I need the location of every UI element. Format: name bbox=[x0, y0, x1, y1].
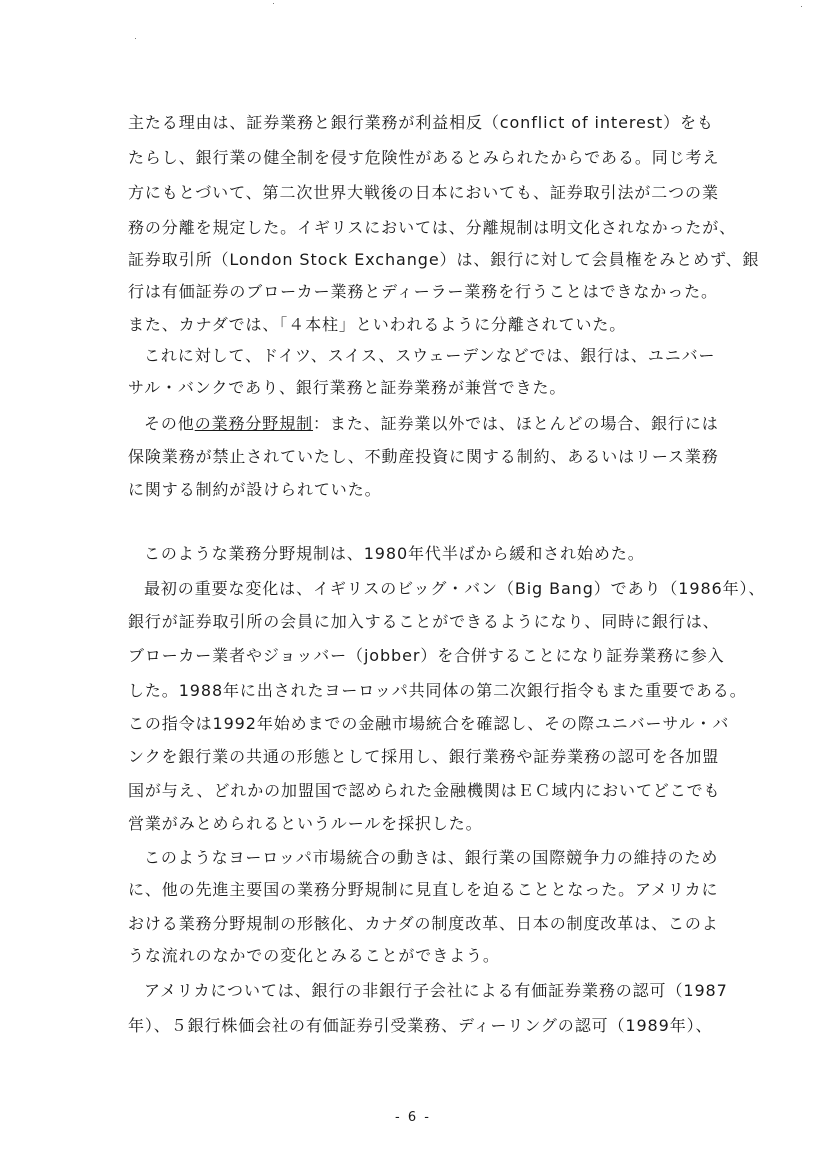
text-line: 保険業務が禁止されていたし、不動産投資に関する制約、あるいはリース業務 bbox=[128, 447, 719, 466]
scan-speck bbox=[273, 3, 274, 4]
text-line: たらし、銀行業の健全制を侵す危険性があるとみられたからである。同じ考え bbox=[128, 148, 720, 167]
text-line: 行は有価証券のブローカー業務とディーラー業務を行うことはできなかった。 bbox=[128, 282, 718, 301]
underlined-term: の業務分野規制 bbox=[194, 414, 314, 433]
text-line: に、他の先進主要国の業務分野規制に見直しを迫ることとなった。アメリカに bbox=[128, 880, 719, 899]
text-line: 務の分離を規定した。イギリスにおいては、分離規制は明文化されなかったが、 bbox=[128, 218, 737, 237]
text-line: ンクを銀行業の共通の形態として採用し、銀行業務や証券業務の認可を各加盟 bbox=[128, 747, 720, 766]
text-line: 年）、５銀行株価会社の有価証券引受業務、ディーリングの認可（1989年）、 bbox=[128, 1016, 713, 1035]
text-line: 証券取引所（London Stock Exchange）は、銀行に対して会員権をみとめず、銀 bbox=[128, 250, 760, 269]
paragraph-start-line: このような業務分野規制は、1980年代半ばから緩和され始めた。 bbox=[144, 544, 645, 563]
text-line: 主たる理由は、証券業務と銀行業務が利益相反（conflict of interest）をも bbox=[128, 113, 714, 132]
paragraph-start-line: アメリカについては、銀行の非銀行子会社による有価証券業務の認可（1987 bbox=[144, 981, 728, 1000]
text-line: 銀行が証券取引所の会員に加入することができるようになり、同時に銀行は、 bbox=[128, 612, 720, 631]
text-line: に関する制約が設けられていた。 bbox=[128, 480, 382, 499]
text-line: また、カナダでは、「４本柱」といわれるように分離されていた。 bbox=[128, 315, 627, 334]
text-line: した。1988年に出されたヨーロッパ共同体の第二次銀行指令もまた重要である。 bbox=[128, 681, 747, 700]
text-line: うな流れのなかでの変化とみることができよう。 bbox=[128, 946, 500, 965]
line-suffix: ：また、証券業以外では、ほとんどの場合、銀行には bbox=[313, 414, 719, 433]
text-line: サル・バンクであり、銀行業務と証券業務が兼営できた。 bbox=[128, 378, 567, 397]
text-line: ブローカー業者やジョッバー（jobber）を合併することになり証券業務に参入 bbox=[128, 646, 725, 665]
scan-speck bbox=[135, 38, 136, 39]
text-line: 営業がみとめられるというルールを採択した。 bbox=[128, 814, 483, 833]
heading-prefix: その他 bbox=[144, 414, 195, 433]
text-line: この指令は1992年始めまでの金融市場統合を確認し、その際ユニバーサル・バ bbox=[128, 714, 730, 733]
scan-speck bbox=[801, 6, 802, 7]
page-number: - 6 - bbox=[395, 1110, 431, 1125]
text-line: 国が与え、どれかの加盟国で認められた金融機関はＥＣ域内においてどこでも bbox=[128, 781, 721, 800]
paragraph-start-line: 最初の重要な変化は、イギリスのビッグ・バン（Big Bang）であり（1986年）、 bbox=[144, 579, 766, 598]
paragraph-start-line bbox=[144, 414, 728, 434]
text-line: 方にもとづいて、第二次世界大戦後の日本においても、証券取引法が二つの業 bbox=[128, 183, 719, 202]
text-line: おける業務分野規制の形骸化、カナダの制度改革、日本の制度改革は、このよ bbox=[128, 914, 719, 933]
paragraph-start-line: このようなヨーロッパ市場統合の動きは、銀行業の国際競争力の維持のため bbox=[144, 848, 719, 867]
paragraph-start-line: これに対して、ドイツ、スイス、スウェーデンなどでは、銀行は、ユニバー bbox=[144, 346, 716, 365]
